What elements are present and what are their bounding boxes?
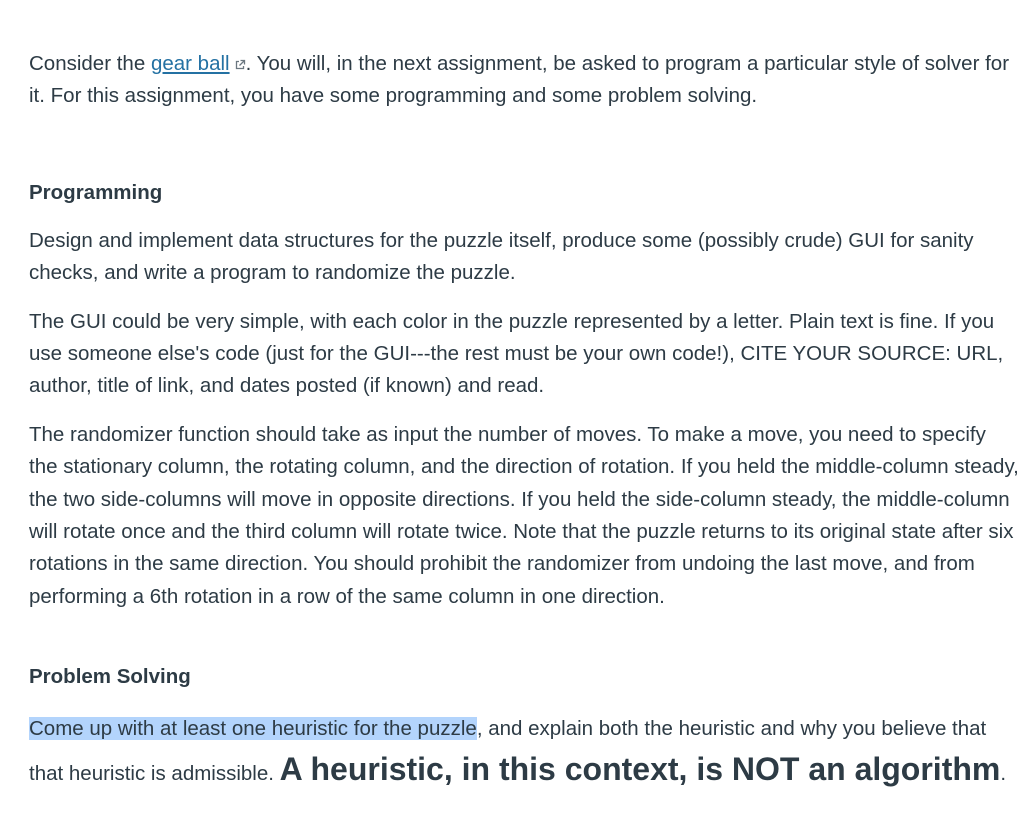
section-spacer (29, 629, 1019, 661)
external-link-icon[interactable] (234, 59, 246, 71)
emphasis-period: . (1000, 762, 1007, 786)
problem-solving-paragraph (29, 709, 1019, 794)
heuristic-emphasis: A heuristic, in this context, is NOT an algorithm (279, 751, 1001, 788)
intro-text-before: Consider the (29, 52, 151, 75)
gear-ball-link[interactable]: gear ball (150, 52, 230, 75)
programming-paragraph-3: The randomizer function should take as input the number of moves. To make a move, you need to specify the stationary column, the rotating column, and the direction of rotation. If you held the middle-column steady, the two side-columns will move in opposite directions. If you held the side-column steady, the middle-column will rotate once and the third column will rotate twice. Note that the puzzle returns to its original state after six rotations in the same direction. You should prohibit the randomizer from undoing the last move, and from performing a 6th rotation in a row of the same column in one direction. (29, 422, 1019, 608)
selected-text[interactable]: Come up with at least one heuristic for the puzzle (29, 717, 477, 741)
assignment-content (29, 48, 1019, 794)
problem-solving-text: , and explain both the heuristic and why you believe that that heuristic is admissible. (29, 717, 987, 786)
intro-paragraph (29, 48, 1019, 113)
problem-solving-heading: Problem Solving (29, 665, 191, 689)
programming-heading: Programming (29, 180, 163, 204)
programming-paragraph-1: Design and implement data structures for the puzzle itself, produce some (possibly crude) GUI for sanity checks, and write a program to randomize the puzzle. (29, 228, 974, 285)
section-spacer (29, 145, 1019, 177)
intro-text-after: . You will, in the next assignment, be asked to program a particular style of solver for it. For this assignment, you have some programming and some problem solving. (29, 52, 1010, 108)
programming-paragraph-2: The GUI could be very simple, with each color in the puzzle represented by a letter. Plain text is fine. If you use someone else's code (just for the GUI---the rest must be your own code!), CITE YOUR SOURCE: URL, author, title of link, and dates posted (if known) and read. (29, 309, 1004, 398)
